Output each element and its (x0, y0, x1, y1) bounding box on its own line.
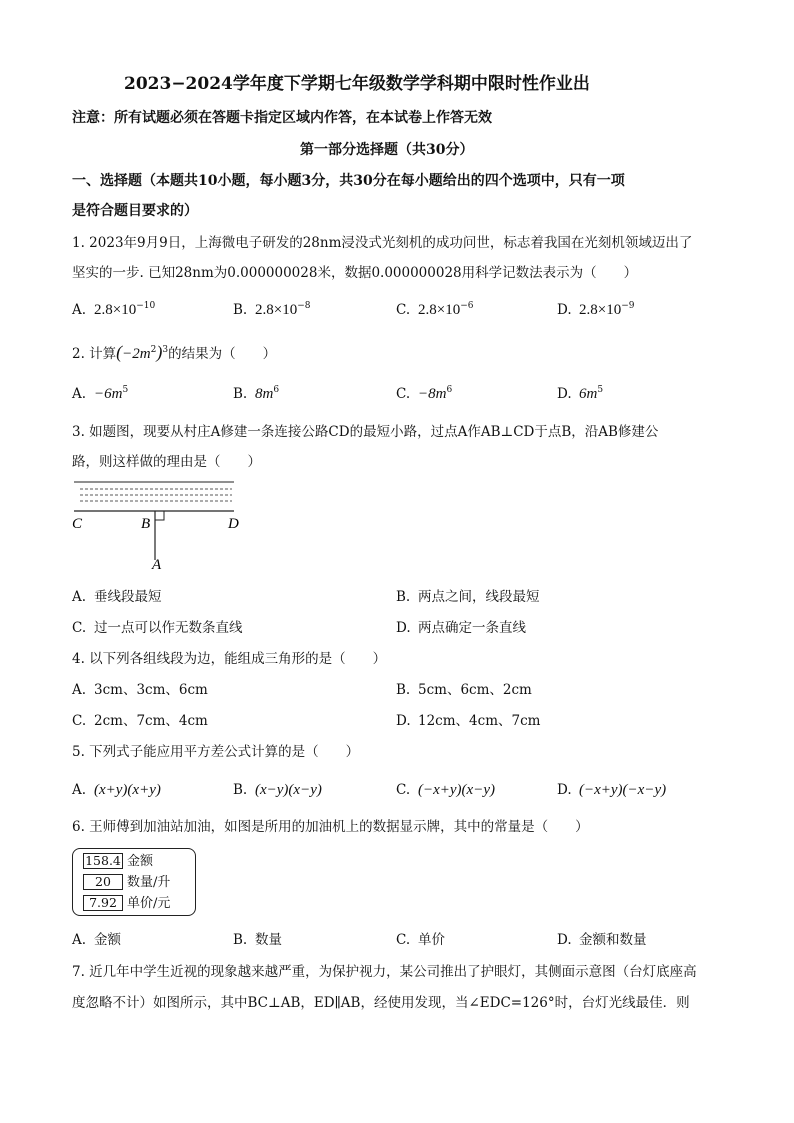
panel-row-price (83, 895, 170, 911)
q3-stem-line2: 路，则这样做的理由是（ ） (72, 454, 261, 470)
q7-stem-line2: 度忽略不计）如图所示，其中BC⊥AB，ED∥AB，经使用发现，当∠EDC=126°时，台灯光线最佳．则 (72, 995, 690, 1011)
q2-suffix: 的结果为（ ） (168, 346, 277, 362)
q2-option-a[interactable] (72, 384, 128, 404)
q3-option-c[interactable] (72, 618, 243, 638)
option-label: C. (396, 386, 411, 402)
option-text: (x−y)(x−y) (255, 782, 322, 798)
q4-option-c[interactable] (72, 711, 208, 731)
option-text: 两点之间，线段最短 (418, 589, 540, 605)
option-label: B. (233, 782, 248, 798)
section-heading-line1: 一、选择题（本题共10小题，每小题3分，共30分在每小题给出的四个选项中，只有一项 (72, 173, 625, 189)
option-exponent: −9 (621, 301, 635, 311)
option-text: (x+y)(x+y) (94, 782, 161, 798)
q2-outer-exponent: 3 (162, 345, 169, 355)
q1-stem-line2: 坚实的一步. 已知28nm为0.000000028米，数据0.000000028用科学记数法表示为（ ） (72, 265, 638, 281)
option-base: 2.8×10 (94, 302, 137, 318)
option-text: 单价 (418, 932, 445, 948)
option-base: 2.8×10 (418, 302, 461, 318)
option-text: 垂线段最短 (94, 589, 162, 605)
q2-expression: −2m (122, 346, 151, 362)
option-base: 2.8×10 (255, 302, 298, 318)
q2-option-c[interactable] (396, 384, 452, 404)
q1-option-b[interactable] (233, 300, 311, 320)
option-exponent: 5 (597, 385, 604, 395)
option-text: −8m (418, 386, 447, 402)
q6-option-d[interactable] (557, 930, 647, 950)
q5-option-c[interactable] (396, 780, 495, 800)
q2-option-d[interactable] (557, 384, 603, 404)
option-label: B. (233, 302, 248, 318)
option-exponent: 6 (273, 385, 280, 395)
q6-option-a[interactable] (72, 930, 121, 950)
page-title: 2023−2024学年度下学期七年级数学学科期中限时性作业出 (124, 74, 590, 94)
panel-label: 单价/元 (127, 896, 171, 911)
q6-option-c[interactable] (396, 930, 445, 950)
label-a: A (152, 557, 162, 573)
option-base: 2.8×10 (579, 302, 622, 318)
q5-option-d[interactable] (557, 780, 666, 800)
q6-stem: 6. 王师傅到加油站加油，如图是所用的加油机上的数据显示牌，其中的常量是（ ） (72, 819, 589, 835)
q3-option-d[interactable] (396, 618, 526, 638)
q5-stem: 5. 下列式子能应用平方差公式计算的是（ ） (72, 744, 360, 760)
notice: 注意：所有试题必须在答题卡指定区域内作答，在本试卷上作答无效 (72, 110, 492, 126)
option-text: 金额和数量 (579, 932, 647, 948)
option-text: 6m (579, 386, 598, 402)
option-text: 5cm、6cm、2cm (418, 682, 532, 698)
q3-stem-line1: 3. 如题图，现要从村庄A修建一条连接公路CD的最短小路，过点A作AB⊥CD于点B，沿AB修建公 (72, 424, 659, 440)
panel-label: 数量/升 (127, 875, 171, 890)
option-label: A. (72, 386, 87, 402)
option-label: C. (72, 620, 87, 636)
option-label: D. (396, 620, 411, 636)
option-label: D. (557, 386, 572, 402)
q4-option-b[interactable] (396, 680, 532, 700)
option-label: A. (72, 932, 87, 948)
label-c: C (72, 516, 83, 532)
panel-value: 158.4 (83, 853, 123, 869)
option-label: D. (557, 782, 572, 798)
q2-option-b[interactable] (233, 384, 279, 404)
section-heading-line2: 是符合题目要求的） (72, 203, 198, 219)
option-label: B. (233, 932, 248, 948)
option-label: B. (233, 386, 248, 402)
q1-option-c[interactable] (396, 300, 474, 320)
option-exponent: 5 (122, 385, 129, 395)
right-angle-mark (155, 511, 164, 520)
q2-prefix: 2. 计算 (72, 346, 117, 362)
q2-stem: 2. 计算$(-2m^2)^3$的结果为（ ） (72, 342, 277, 362)
option-label: C. (396, 782, 411, 798)
option-label: D. (557, 302, 572, 318)
option-label: A. (72, 302, 87, 318)
fuel-display-panel (72, 848, 196, 916)
option-text: 两点确定一条直线 (418, 620, 526, 636)
option-text: 3cm、3cm、6cm (94, 682, 208, 698)
q3-option-b[interactable] (396, 587, 540, 607)
q4-option-a[interactable] (72, 680, 208, 700)
panel-row-quantity (83, 874, 170, 890)
option-text: 8m (255, 386, 274, 402)
q4-stem: 4. 以下列各组线段为边，能组成三角形的是（ ） (72, 651, 387, 667)
q2-inner-exponent: 2 (150, 345, 157, 355)
option-label: D. (557, 932, 572, 948)
option-label: C. (396, 302, 411, 318)
option-text: 2cm、7cm、4cm (94, 713, 208, 729)
option-text: −6m (94, 386, 123, 402)
q3-option-a[interactable] (72, 587, 162, 607)
part-heading: 第一部分选择题（共30分） (300, 142, 474, 158)
q5-option-b[interactable] (233, 780, 322, 800)
option-exponent: −6 (460, 301, 474, 311)
option-label: C. (72, 713, 87, 729)
option-text: 数量 (255, 932, 282, 948)
panel-value: 7.92 (83, 895, 123, 911)
option-text: 过一点可以作无数条直线 (94, 620, 243, 636)
q3-figure (64, 476, 254, 576)
option-text: 金额 (94, 932, 121, 948)
option-label: B. (396, 682, 411, 698)
q6-option-b[interactable] (233, 930, 282, 950)
q1-stem-line1: 1. 2023年9月9日，上海微电子研发的28nm浸没式光刻机的成功问世，标志着我国在光刻机领域迈出了 (72, 235, 693, 251)
option-label: B. (396, 589, 411, 605)
option-label: C. (396, 932, 411, 948)
q5-option-a[interactable] (72, 780, 161, 800)
q4-option-d[interactable] (396, 711, 540, 731)
q7-stem-line1: 7. 近几年中学生近视的现象越来越严重，为保护视力，某公司推出了护眼灯，其侧面示意图（台灯底座高 (72, 964, 697, 980)
option-text: (−x+y)(−x−y) (579, 782, 667, 798)
option-exponent: −8 (297, 301, 311, 311)
panel-value: 20 (83, 874, 123, 890)
label-d: D (228, 516, 239, 532)
option-exponent: −10 (136, 301, 156, 311)
label-b: B (141, 516, 151, 532)
q1-option-a[interactable] (72, 300, 155, 320)
q1-option-d[interactable] (557, 300, 635, 320)
option-label: A. (72, 589, 87, 605)
option-label: A. (72, 782, 87, 798)
option-text: (−x+y)(x−y) (418, 782, 495, 798)
option-text: 12cm、4cm、7cm (418, 713, 541, 729)
panel-label: 金额 (127, 854, 154, 869)
option-exponent: 6 (446, 385, 453, 395)
option-label: D. (396, 713, 411, 729)
option-label: A. (72, 682, 87, 698)
panel-row-amount (83, 853, 153, 869)
